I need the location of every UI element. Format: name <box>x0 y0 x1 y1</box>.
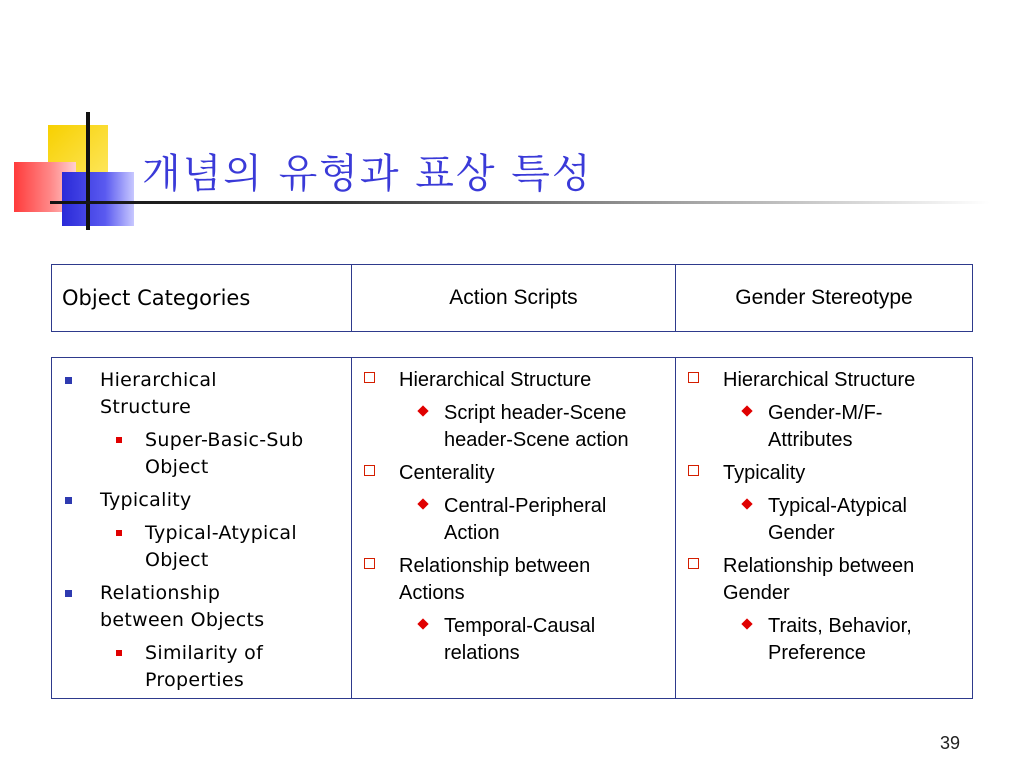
list-item: Relationship between Actions <box>352 553 629 607</box>
square-bullet-icon <box>65 377 72 384</box>
header-action-scripts: Action Scripts <box>351 265 675 331</box>
list-item: Temporal-Causal relations <box>352 613 634 667</box>
diamond-bullet-icon <box>741 405 752 416</box>
list-item: Typical-Atypical Gender <box>676 493 938 547</box>
list-item: Hierarchical Structure <box>352 367 675 394</box>
hollow-square-bullet-icon <box>364 558 375 569</box>
list-item: Super-Basic-Sub Object <box>52 427 350 481</box>
square-bullet-icon <box>65 497 72 504</box>
square-bullet-icon <box>116 437 122 443</box>
diamond-bullet-icon <box>417 618 428 629</box>
page-number: 39 <box>939 733 960 753</box>
hollow-square-bullet-icon <box>364 372 375 383</box>
diamond-bullet-icon <box>417 498 428 509</box>
square-bullet-icon <box>116 530 122 536</box>
header-object-categories: Object Categories <box>62 286 251 310</box>
content-table <box>51 357 973 699</box>
list-item: Traits, Behavior, Preference <box>676 613 948 667</box>
decorative-blue-block <box>62 172 134 226</box>
square-bullet-icon <box>116 650 122 656</box>
column-action-scripts <box>351 358 675 698</box>
header-table <box>51 264 973 332</box>
diamond-bullet-icon <box>741 618 752 629</box>
header-gender-stereotype: Gender Stereotype <box>675 265 972 331</box>
slide-title: 개념의 유형과 표상 특성 <box>142 151 593 197</box>
hollow-square-bullet-icon <box>688 372 699 383</box>
hollow-square-bullet-icon <box>688 558 699 569</box>
list-item: Script header-Scene header-Scene action <box>352 400 662 454</box>
list-item: Typical-Atypical Object <box>52 520 325 574</box>
list-item: Gender-M/F-Attributes <box>676 400 918 454</box>
list-item: Centerality <box>352 460 675 487</box>
list-item: Hierarchical Structure <box>676 367 972 394</box>
column-gender-stereotype <box>675 358 972 698</box>
list-item: Typicality <box>52 487 351 514</box>
diamond-bullet-icon <box>741 498 752 509</box>
list-item: Hierarchical Structure <box>52 367 280 421</box>
list-item: Relationship between Gender <box>676 553 953 607</box>
list-item: Similarity of Properties <box>52 640 295 694</box>
list-item: Central-Peripheral Action <box>352 493 644 547</box>
hollow-square-bullet-icon <box>688 465 699 476</box>
hollow-square-bullet-icon <box>364 465 375 476</box>
square-bullet-icon <box>65 590 72 597</box>
column-object-categories <box>52 358 351 698</box>
diamond-bullet-icon <box>417 405 428 416</box>
list-item: Relationship between Objects <box>52 580 290 634</box>
list-item: Typicality <box>676 460 972 487</box>
title-underline <box>50 201 990 204</box>
decorative-vertical-line <box>86 112 90 230</box>
